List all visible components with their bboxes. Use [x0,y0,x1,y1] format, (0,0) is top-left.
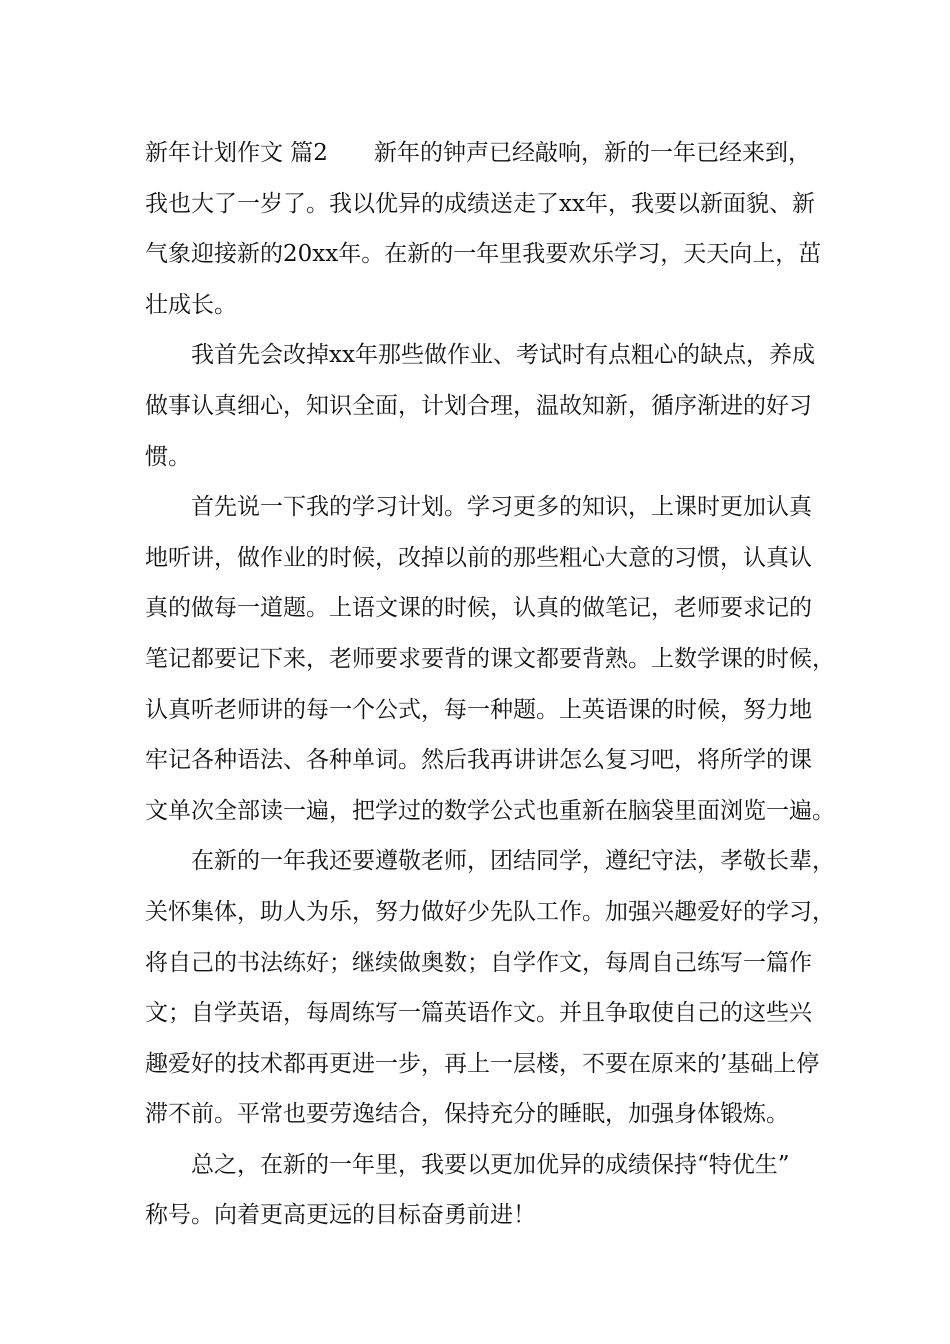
paragraph-line: 总之，在新的一年里，我要以更加优异的成绩保持“特优生” [191,1151,790,1178]
paragraph-line: 首先说一下我的学习计划。学习更多的知识，上课时更加认真 [191,494,812,521]
paragraph-line: 我首先会改掉xx年那些做作业、考试时有点粗心的缺点，养成 [191,342,815,369]
paragraph-4 [145,836,835,1140]
paragraph-line: 文单次全部读一遍，把学过的数学公式也重新在脑袋里面浏览一遍。 [145,797,835,824]
paragraph-line: 我也大了一岁了。我以优异的成绩送走了xx年，我要以新面貌、新 [145,190,815,217]
paragraph-line: 牢记各种语法、各种单词。然后我再讲讲怎么复习吧，将所学的课 [145,747,812,774]
paragraph-line: 将自己的书法练好；继续做奥数；自学作文，每周自己练写一篇作 [145,949,812,976]
paragraph-line: 称号。向着更高更远的目标奋勇前进！ [145,1202,536,1229]
paragraph-line: 笔记都要记下来，老师要求要背的课文都要背熟。上数学课的时候， [145,645,835,672]
paragraph-line: 气象迎接新的20xx年。在新的一年里我要欢乐学习，天天向上，茁 [145,241,822,268]
paragraph-line: 壮成长。 [145,291,237,318]
paragraph-line: 真的做每一道题。上语文课的时候，认真的做笔记，老师要求记的 [145,595,812,622]
paragraph-line: 做事认真细心，知识全面，计划合理，温故知新，循序渐进的好习 [145,392,812,419]
paragraph-line: 在新的一年我还要遵敬老师，团结同学，遵纪守法，孝敬长辈， [191,848,835,875]
paragraph-line: 趣爱好的技术都再更进一步，再上一层楼，不要在原来的’基础上停 [145,1050,820,1077]
paragraph-line: 新年计划作文 篇2 新年的钟声已经敲响，新的一年已经来到， [145,140,811,166]
paragraph-line: 地听讲，做作业的时候，改掉以前的那些粗心大意的习惯，认真认 [145,544,812,571]
paragraph-line: 惯。 [145,443,191,470]
paragraph-line: 认真听老师讲的每一个公式，每一种题。上英语课的时候，努力地 [145,696,812,723]
paragraph-5 [145,1140,825,1241]
essay-body [145,128,835,1241]
paragraph-line: 关怀集体，助人为乐，努力做好少先队工作。加强兴趣爱好的学习， [145,898,835,925]
paragraph-line: 文；自学英语，每周练写一篇英语作文。并且争取使自己的这些兴 [145,1000,812,1027]
paragraph-1 [145,128,825,330]
paragraph-2 [145,330,825,482]
paragraph-line: 滞不前。平常也要劳逸结合，保持充分的睡眠，加强身体锻炼。 [145,1101,789,1128]
paragraph-3 [145,482,835,836]
